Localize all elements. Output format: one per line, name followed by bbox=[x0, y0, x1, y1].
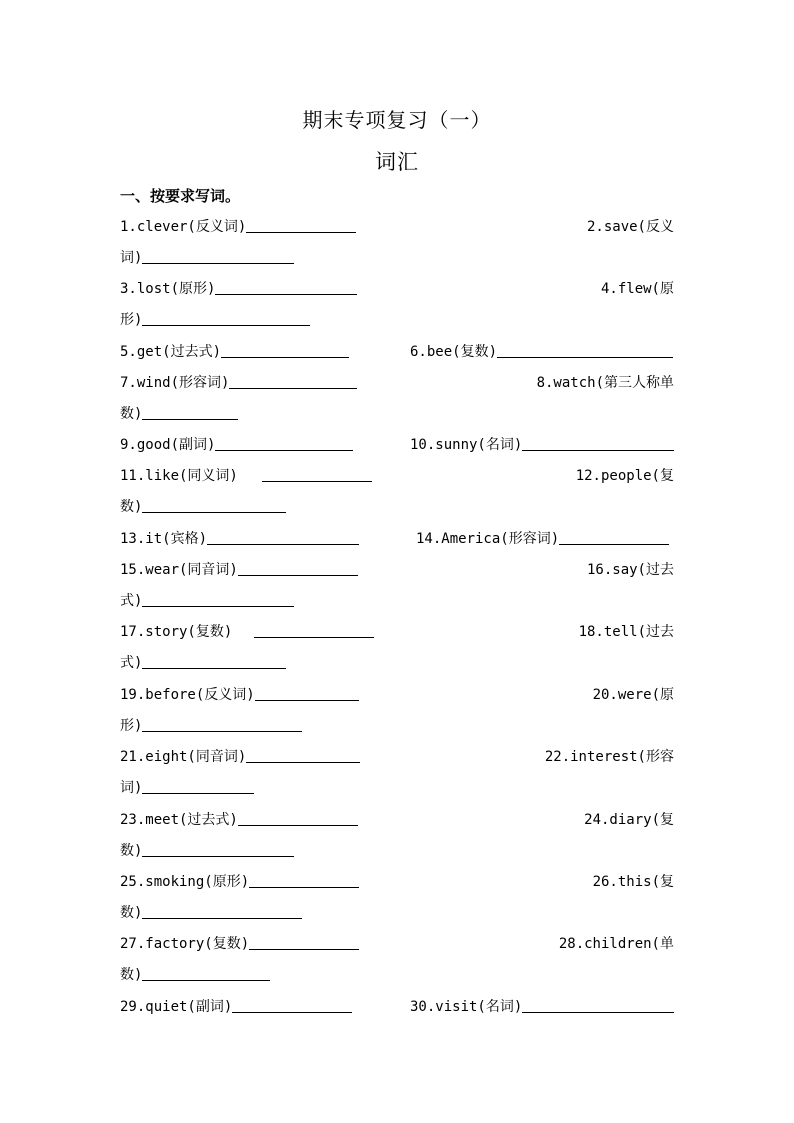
item-12: 12.people(复 bbox=[575, 468, 674, 484]
item-27: 27.factory(复数) bbox=[120, 933, 359, 955]
answer-blank[interactable] bbox=[142, 730, 302, 732]
item-21: 21.eight(同音词) bbox=[120, 746, 360, 768]
answer-blank[interactable] bbox=[215, 449, 353, 451]
item-17: 17.story(复数) bbox=[120, 621, 374, 643]
item-20: 20.were(原 bbox=[592, 687, 674, 703]
answer-blank[interactable] bbox=[142, 979, 270, 981]
item-28: 28.children(单 bbox=[558, 936, 674, 952]
item-16: 16.say(过去 bbox=[586, 562, 674, 578]
answer-blank[interactable] bbox=[522, 1011, 674, 1013]
answer-blank[interactable] bbox=[255, 699, 359, 701]
answer-blank[interactable] bbox=[246, 761, 360, 763]
item-13: 13.it(宾格) bbox=[120, 528, 359, 550]
answer-blank[interactable] bbox=[249, 948, 359, 950]
item-20-cont: 形) bbox=[120, 715, 302, 737]
item-24: 24.diary(复 bbox=[584, 812, 674, 828]
item-22-cont: 词) bbox=[120, 777, 254, 799]
item-2-cont: 词) bbox=[120, 247, 294, 269]
answer-blank[interactable] bbox=[221, 356, 349, 358]
answer-blank[interactable] bbox=[142, 418, 238, 420]
answer-blank[interactable] bbox=[142, 324, 310, 326]
item-28-cont: 数) bbox=[120, 964, 270, 986]
answer-blank[interactable] bbox=[238, 824, 358, 826]
item-9: 9.good(副词) bbox=[120, 434, 353, 456]
answer-blank[interactable] bbox=[142, 262, 294, 264]
answer-blank[interactable] bbox=[142, 667, 286, 669]
answer-blank[interactable] bbox=[142, 855, 294, 857]
item-6: 6.bee(复数) bbox=[410, 341, 673, 363]
answer-blank[interactable] bbox=[246, 231, 356, 233]
item-18-cont: 式) bbox=[120, 652, 286, 674]
item-3: 3.lost(原形) bbox=[120, 278, 357, 300]
answer-blank[interactable] bbox=[497, 356, 673, 358]
answer-blank[interactable] bbox=[207, 543, 359, 545]
section-heading: 一、按要求写词。 bbox=[120, 187, 241, 205]
item-5: 5.get(过去式) bbox=[120, 341, 349, 363]
item-26: 26.this(复 bbox=[592, 874, 674, 890]
item-16-cont: 式) bbox=[120, 590, 294, 612]
answer-blank[interactable] bbox=[232, 1011, 352, 1013]
item-14: 14.America(形容词) bbox=[416, 528, 669, 550]
answer-blank[interactable] bbox=[254, 636, 374, 638]
answer-blank[interactable] bbox=[229, 387, 357, 389]
item-19: 19.before(反义词) bbox=[120, 684, 359, 706]
item-26-cont: 数) bbox=[120, 902, 302, 924]
item-18: 18.tell(过去 bbox=[578, 624, 674, 640]
answer-blank[interactable] bbox=[238, 574, 358, 576]
page-title: 期末专项复习（一） bbox=[302, 108, 492, 132]
item-30: 30.visit(名词) bbox=[410, 996, 674, 1018]
page-subtitle: 词汇 bbox=[375, 150, 419, 174]
item-23: 23.meet(过去式) bbox=[120, 809, 358, 831]
item-29: 29.quiet(副词) bbox=[120, 996, 352, 1018]
item-24-cont: 数) bbox=[120, 840, 294, 862]
item-4-cont: 形) bbox=[120, 309, 310, 331]
item-7: 7.wind(形容词) bbox=[120, 372, 357, 394]
item-12-cont: 数) bbox=[120, 496, 286, 518]
answer-blank[interactable] bbox=[559, 543, 669, 545]
item-2: 2.save(反义 bbox=[586, 219, 674, 235]
item-8-cont: 数) bbox=[120, 403, 238, 425]
answer-blank[interactable] bbox=[262, 480, 372, 482]
answer-blank[interactable] bbox=[249, 886, 359, 888]
answer-blank[interactable] bbox=[142, 511, 286, 513]
item-8: 8.watch(第三人称单 bbox=[536, 375, 674, 391]
item-1: 1.clever(反义词) bbox=[120, 216, 356, 238]
item-4: 4.flew(原 bbox=[600, 281, 674, 297]
item-25: 25.smoking(原形) bbox=[120, 871, 359, 893]
item-11: 11.like(同义词) bbox=[120, 465, 372, 487]
answer-blank[interactable] bbox=[522, 449, 674, 451]
answer-blank[interactable] bbox=[142, 792, 254, 794]
item-22: 22.interest(形容 bbox=[544, 749, 674, 765]
answer-blank[interactable] bbox=[142, 917, 302, 919]
item-10: 10.sunny(名词) bbox=[410, 434, 674, 456]
answer-blank[interactable] bbox=[142, 605, 294, 607]
item-15: 15.wear(同音词) bbox=[120, 559, 358, 581]
answer-blank[interactable] bbox=[215, 293, 357, 295]
